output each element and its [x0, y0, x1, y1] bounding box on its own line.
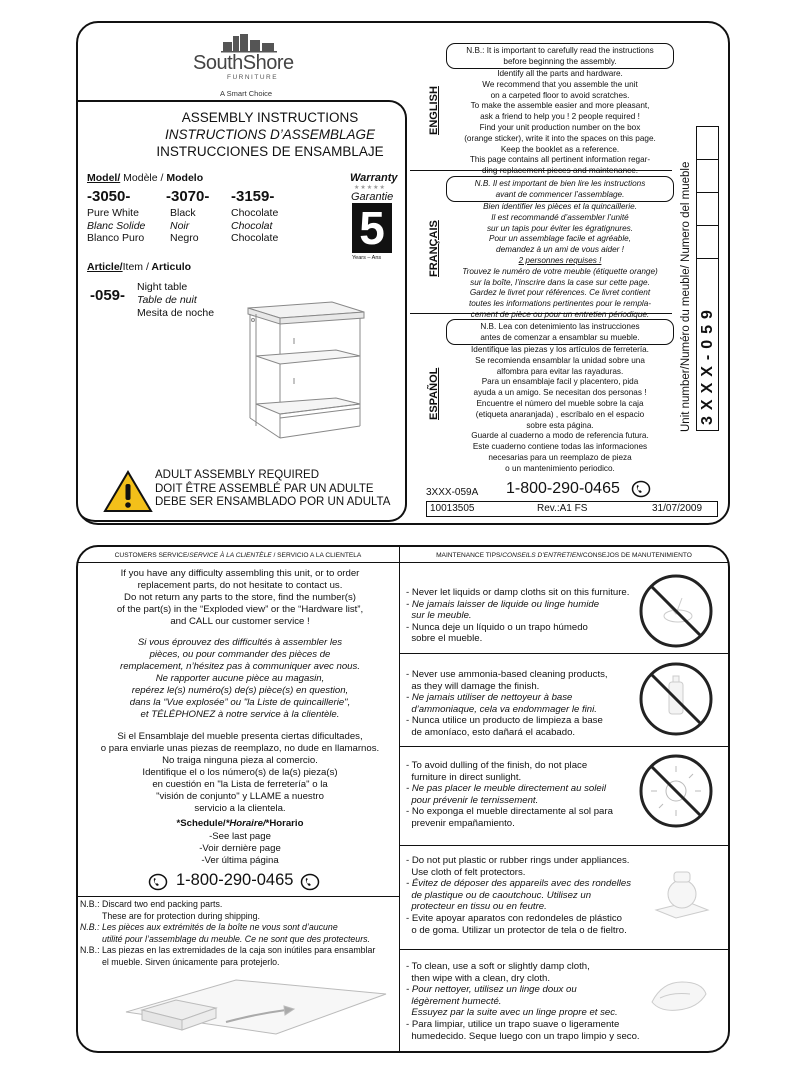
- unit-code: 3XXX-059: [699, 304, 716, 425]
- no-sunlight-icon: [636, 752, 716, 830]
- header-rule: [77, 562, 729, 563]
- night-table-illustration: [236, 298, 376, 448]
- doc-ref: 3XXX-059A: [426, 487, 479, 498]
- service-phone[interactable]: 1-800-290-0465: [176, 871, 294, 889]
- english-note: N.B.: It is important to carefully read the instructions before beginning the assembly.: [446, 43, 674, 69]
- brand-name: SouthShore: [193, 52, 294, 74]
- warranty-years: 5: [352, 203, 392, 253]
- phone-left-icon[interactable]: [148, 873, 168, 891]
- model-label: Model/ Modèle / Modelo: [87, 172, 204, 184]
- schedule-label: *Schedule/*Horaire/*Horario: [176, 818, 304, 829]
- service-en: If you have any difficulty assembling this unit, or to order replacement parts, do not hesitate to contact us. Do not return any parts to the store, find the number(s) of the part(s) in the “Exploded view” or the “Hardware list”, and CALL our customer service !: [116, 568, 364, 627]
- appliance-felt-illustration: [652, 862, 712, 924]
- spanish-tag: ESPAÑOL: [428, 367, 440, 420]
- title-fr: INSTRUCTIONS D’ASSEMBLAGE: [164, 127, 376, 142]
- phone-icon[interactable]: [631, 480, 651, 498]
- phone-right-icon[interactable]: [300, 873, 320, 891]
- doc-phone[interactable]: 1-800-290-0465: [506, 480, 620, 497]
- nb-block: N.B.: Discard two end packing parts. These are for protection during shipping. N.B.: Les pièces aux extrémités de la boîte ne vous sont d’aucune utilité pour l’assemblage du meuble. Ce ne sont que des protecteurs. N.B.: Las piezas en las extremidades de la caja son inútiles para ensamblar el mueble. Sirven únicamente para protejerlo.: [80, 899, 376, 967]
- french-tag: FRANÇAIS: [428, 220, 440, 277]
- warning-triangle-icon: [103, 469, 153, 513]
- packing-parts-illustration: [116, 972, 396, 1042]
- no-liquid-icon: [636, 572, 716, 650]
- title-block: [140, 109, 400, 160]
- warranty-stars: ★★★★★: [354, 185, 386, 191]
- article-label: Article/Item / Articulo: [87, 261, 192, 273]
- article-code: -059-: [90, 287, 126, 304]
- schedule-lines: -See last page -Voir dernière page -Ver última página: [199, 831, 281, 866]
- warranty-sub: Years – Ans: [352, 255, 382, 261]
- service-es: Si el Ensamblaje del mueble presenta ciertas dificultades, o para enviarle unas piezas de reemplazo, no dude en llamarnos. No traiga ninguna pieza al comercio. Identifique el o los número(s) de la(s) pieza(s) en cuestión en "la Lista de ferretería" o la "visión de conjunto" y LLAME a nuestro servicio a la clientela.: [100, 731, 380, 814]
- tip-cleaning: - To clean, use a soft or slightly damp cloth, then wipe with a clean, dry cloth. - Pour nettoyer, utilisez un linge doux ou légèrement humecté. Essuyez par la suite avec un linge propre et sec. - Para limpiar, utilice un trapo suave o ligeramente humedecido. Seque luego con un trapo limpio y seco.: [406, 961, 640, 1042]
- warranty-badge: [342, 172, 404, 266]
- brand-tagline: A Smart Choice: [220, 89, 273, 98]
- brand-logo: [193, 32, 307, 98]
- adult-assembly-notice: ADULT ASSEMBLY REQUIRED DOIT ÊTRE ASSEMBLÉ PAR UN ADULTE DEBE SER ENSAMBLADO POR UN ADULTA: [155, 469, 391, 509]
- french-block: N.B. Il est important de bien lire les instructions avant de commencer l’assemblage. Bien identifier les pièces et la quincaillerie. Il est recommandé d’assembler l’unité sur un tapis pour éviter les égratignures. Pour un assemblage facile et agréable, demandez à un ami de vous aider ! 2 personnes requises ! Trouvez le numéro de votre meuble (étiquette orange) sur la boîte, l’inscrire dans la case sur cette page. Gardez le livret pour références. Ce livret contient toutes les informations pertinentes pour le rempla- cement de pièce ou pour un entretien périodique.: [446, 176, 674, 321]
- tip-sunlight: - To avoid dulling of the finish, do not place furniture in direct sunlight. - Ne pas placer le meuble directement au soleil pour prévenir le ternissement. - No exponga el mueble directamente al sol para prevenir empañamiento.: [406, 760, 613, 829]
- unit-number-label: Unit number/Numéro du meuble/ Numero del mueble: [680, 161, 692, 432]
- no-ammonia-icon: [636, 660, 716, 738]
- spanish-note: N.B. Lea con detenimiento las instrucciones antes de comenzar a ensamblar su mueble.: [446, 319, 674, 345]
- spanish-block: N.B. Lea con detenimiento las instrucciones antes de comenzar a ensamblar su mueble. Identifique las piezas y los artículos de ferretería. Se recomienda ensamblar la unidad sobre una alfombra para evitar las rayaduras. Para un ensamblaje facil y placentero, pida ayuda a un amigo. Se necesitan dos personas ! Encuentre el número del mueble sobre la caja (etiqueta anaranjada) , escríbalo en el espacio sobre esta página. Guarde al cuaderno a modo de referencia futura. Este cuaderno contiene todas las informaciones necesarias para un reemplazo de pieza o un mantenimiento periodico.: [446, 319, 674, 475]
- doc-date: 31/07/2009: [652, 503, 703, 514]
- english-tag: ENGLISH: [428, 86, 440, 135]
- article-names: Night table Table de nuit Mesita de noche: [137, 281, 215, 319]
- cloth-wipe-illustration: [646, 972, 712, 1018]
- maintenance-header: MAINTENANCE TIPS/CONSEILS D’ENTRETIEN/CONSEJOS DE MANUTENIMIENTO: [436, 552, 692, 559]
- warranty-fr: Garantie: [351, 191, 394, 203]
- title-es: INSTRUCCIONES DE ENSAMBLAJE: [156, 144, 384, 159]
- tip-ammonia: - Never use ammonia-based cleaning products, as they will damage the finish. - Ne jamais utiliser de nettoyeur à base d’ammoniaque, cela va endommager le fini. - Nunca utilice un producto de limpieza a base de amoníaco, esto dañará el acabado.: [406, 669, 608, 738]
- brand-sub: FURNITURE: [227, 74, 279, 81]
- service-header: CUSTOMERS SERVICE/SERVICE À LA CLIENTÈLE / SERVICIO A LA CLIENTELA: [114, 552, 362, 559]
- column-divider: [399, 546, 400, 1052]
- model-col-1: -3050- Pure White Blanc Solide Blanco Puro: [87, 188, 146, 244]
- model-col-2: -3070- Black Noir Negro: [166, 188, 210, 244]
- doc-rev: Rev.:A1 FS: [537, 503, 588, 514]
- model-col-3: -3159- Chocolate Chocolat Chocolate: [231, 188, 279, 244]
- french-note: N.B. Il est important de bien lire les instructions avant de commencer l’assemblage.: [446, 176, 674, 202]
- doc-number: 10013505: [430, 503, 475, 514]
- warranty-en: Warranty: [350, 172, 398, 184]
- title-en: ASSEMBLY INSTRUCTIONS: [181, 110, 359, 125]
- tip-rings: - Do not put plastic or rubber rings under appliances. Use cloth of felt protectors. - Évitez de déposer des appareils avec des rondelles de plastique ou de caoutchouc. Utilisez un protecteur en tissu ou en feutre. - Evite apoyar aparatos con redondeles de plástico o de goma. Utilizar un protector de tela o de fieltro.: [406, 855, 632, 936]
- tip-liquids: - Never let liquids or damp cloths sit on this furniture. - Ne jamais laisser de liquide ou linge humide sur le meuble. - Nunca deje un líquido o un trapo húmedo sobre el mueble.: [406, 587, 630, 645]
- skyline-logo-icon: [197, 32, 307, 54]
- nb-rule: [77, 896, 399, 897]
- service-fr: Si vous éprouvez des difficultés à assembler les pièces, ou pour commander des pièces de remplacement, n’hésitez pas à communiquer avec nous. Ne rapporter aucune pièce au magasin, repérez le(s) numéro(s) de(s) pièce(s) en question, dans la “Vue explosée” ou "la Liste de quincaillerie", et TÉLÉPHONEZ à notre service à la clientèle.: [120, 637, 360, 720]
- english-block: N.B.: It is important to carefully read the instructions before beginning the assembly. Identify all the parts and hardware. We recommend that you assemble the unit on a carpeted floor to avoid scratches. To make the assemble easier and more pleasant, ask a friend to help you ! 2 people required ! Find your unit production number on the box (orange sticker), write it into the spaces on this page. Keep the booklet as a reference. This page contains all pertinent information regar- ding replacement pieces and maintenance.: [446, 43, 674, 177]
